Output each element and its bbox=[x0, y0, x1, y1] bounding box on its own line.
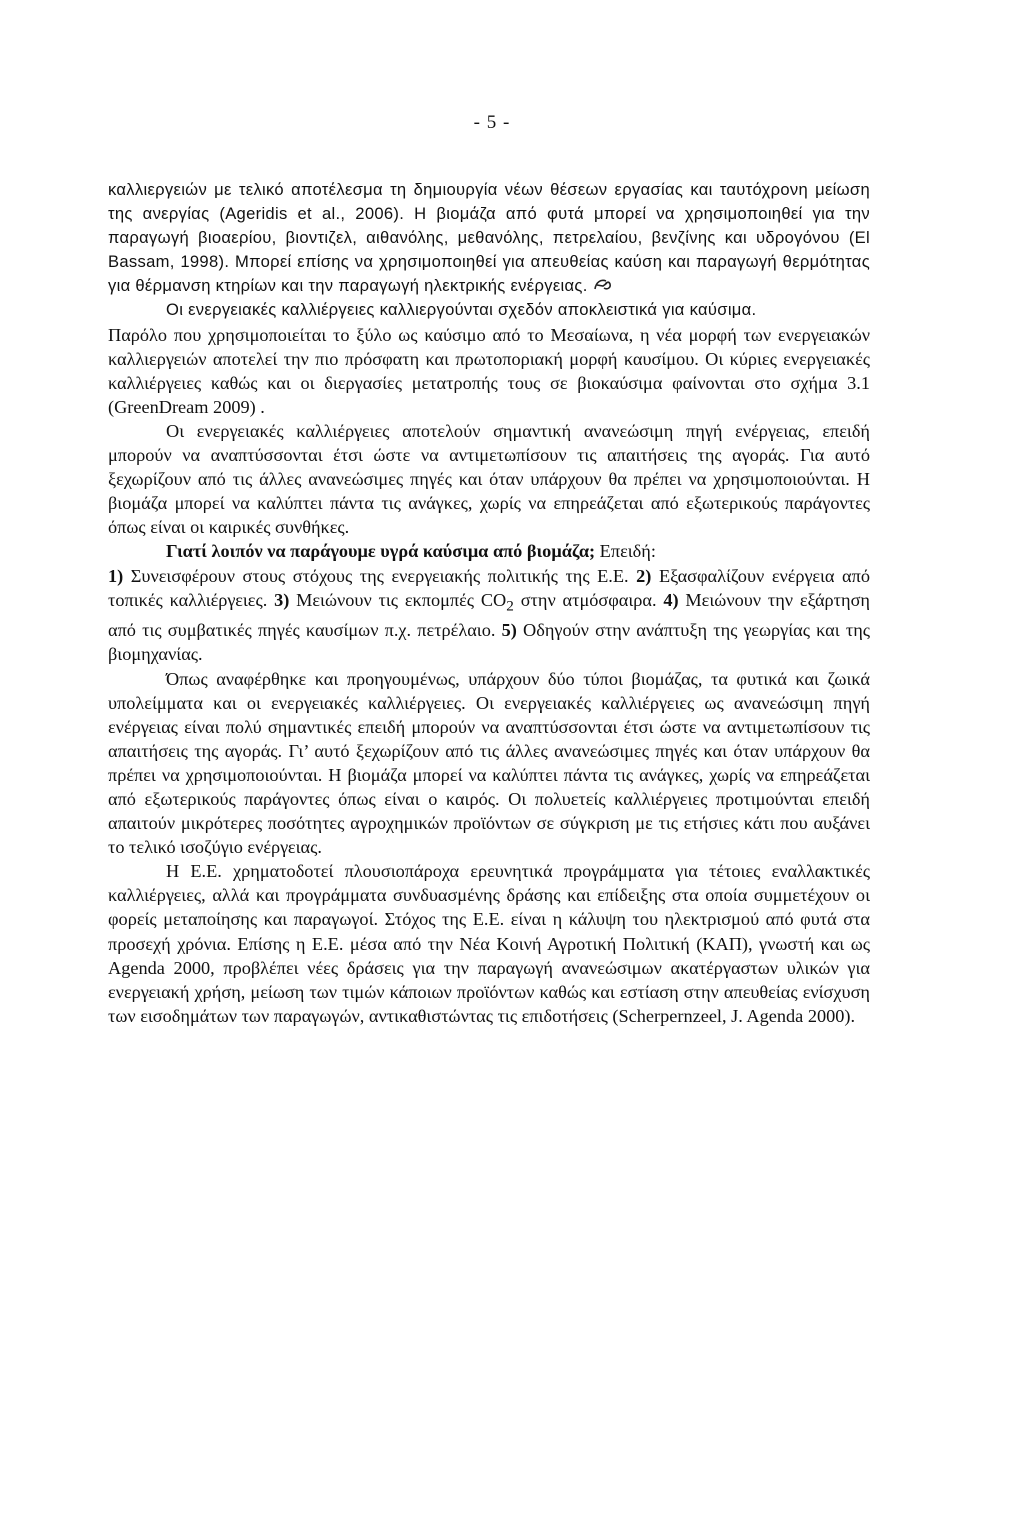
paragraph-crops-for-fuel: Οι ενεργειακές καλλιέργειες καλλιεργούνται σχεδόν αποκλειστικά για καύσιμα. bbox=[166, 300, 757, 320]
reason-number-4: 4) bbox=[663, 589, 679, 610]
why-question-heading: Γιατί λοιπόν να παράγουμε υγρά καύσιμα από βιομάζα; bbox=[166, 541, 596, 562]
paragraph-reasons-list bbox=[108, 564, 870, 667]
page-number: - 5 - bbox=[473, 112, 511, 133]
reason-number-5: 5) bbox=[501, 620, 517, 641]
paragraph-eu-funding: Η Ε.Ε. χρηματοδοτεί πλουσιοπάροχα ερευνητικά προγράμματα για τέτοιες εναλλακτικές καλλιέργειες, αλλά και προγράμματα συνδυασμένης δράσης και επίδειξης στα οποία συμμετέχουν οι φορείς μεταποίησης και παραγωγοί. Στόχος της Ε.Ε. είναι η κάλυψη του ηλεκτρισμού από φυτά στα προσεχή χρόνια. Επίσης η Ε.Ε. μέσα από την Νέα Κοινή Αγροτική Πολιτική (ΚΑΠ), γνωστή και ως Agenda 2000, προβλέπει νέες δράσεις για την παραγωγή ανανεώσιμων ακατέργαστων υλικών για ενεργειακή χρήση, μείωση των τιμών κάποιων προϊόντων καθώς και εστίαση στην απευθείας ενίσχυση των εισοδημάτων των παραγωγών, αντικαθιστώντας τις επιδοτήσεις (Scherpernzeel, J. Agenda 2000). bbox=[108, 861, 870, 1026]
document-body bbox=[108, 178, 870, 1028]
reason-text-4: Μειώνουν την εξάρτηση από τις συμβατικές πηγές καυσίμων π.χ. πετρέλαιο. bbox=[108, 589, 870, 641]
paragraph-energy-crops-intro-text: καλλιεργειών με τελικό αποτέλεσμα τη δημιουργία νέων θέσεων εργασίας και ταυτόχρονη μείωση της ανεργίας (Ageridis et al., 2006). Η βιομάζα από φυτά μπορεί να χρησιμοποιηθεί για την παραγωγή βιοαερίου, βιοντιζελ, αιθανόλης, μεθανόλης, πετρελαίου, βενζίνης και υδρογόνου (El Bassam, 1998). Μπορεί επίσης να χρησιμοποιηθεί για απευθείας καύση και παραγωγή θερμότητας για θέρμανση κτηρίων και την παραγωγή ηλεκτρικής ενέργειας. bbox=[108, 180, 870, 296]
paragraph-why-question bbox=[108, 539, 870, 563]
handwritten-mark-icon bbox=[593, 277, 613, 293]
paragraph-wood-fuel: Παρόλο που χρησιμοποιείται το ξύλο ως καύσιμο από το Μεσαίωνα, η νέα μορφή των ενεργειακών καλλιεργειών αποτελεί την πιο πρόσφατη και πρωτοποριακή μορφή καυσίμου. Οι κύριες ενεργειακές καλλιέργειες καθώς και οι διεργασίες μετατροπής τους σε βιοκαύσιμα φαίνονται στο σχήμα 3.1 (GreenDream 2009) . bbox=[108, 324, 870, 417]
reason-number-3: 3) bbox=[274, 589, 290, 610]
paragraph-biomass-types: Όπως αναφέρθηκε και προηγουμένως, υπάρχουν δύο τύποι βιομάζας, τα φυτικά και ζωικά υπολείμματα και οι ενεργειακές καλλιέργειες. Οι ενεργειακές καλλιέργειες ως ανανεώσιμη πηγή ενέργειας είναι πολύ σημαντικές επειδή μπορούν να αναπτύσσονται έτσι ώστε να αντιμετωπίσουν τις απαιτήσεις της αγοράς. Γι’ αυτό ξεχωρίζουν από τις άλλες ανανεώσιμες πηγές και όταν υπάρχουν θα πρέπει να χρησιμοποιούνται. Η βιομάζα μπορεί να καλύπτει πάντα τις ανάγκες, χωρίς να επηρεάζεται από εξωτερικούς παράγοντες όπως είναι ο καιρός. Οι πολυετείς καλλιέργειες προτιμούνται επειδή απαιτούν μικρότερες ποσότητες αγροχημικών προϊόντων σε σύγκριση με τις ετήσιες κάτι που αυξάνει το τελικό ισοζύγιο ενέργειας. bbox=[108, 668, 870, 858]
reason-text-3-subscript: 2 bbox=[506, 597, 514, 615]
reason-text-3a: Μειώνουν τις εκπομπές CO bbox=[289, 589, 507, 610]
reason-text-2: Εξασφαλίζουν ενέργεια από τοπικές καλλιέργειες. bbox=[108, 565, 870, 610]
reason-number-2: 2) bbox=[636, 565, 652, 586]
reason-number-1: 1) bbox=[108, 565, 124, 586]
paragraph-renewable-source: Οι ενεργειακές καλλιέργειες αποτελούν σημαντική ανανεώσιμη πηγή ενέργειας, επειδή μπορούν να αναπτύσσονται έτσι ώστε να αντιμετωπίσουν τις απαιτήσεις της αγοράς. Για αυτό ξεχωρίζουν από τις άλλες ανανεώσιμες πηγές και όταν υπάρχουν θα πρέπει να χρησιμοποιούνται. Η βιομάζα μπορεί να καλύπτει πάντα τις ανάγκες, χωρίς να επηρεάζεται από εξωτερικούς παράγοντες όπως είναι οι καιρικές συνθήκες. bbox=[108, 420, 870, 538]
reason-text-3c: στην ατμόσφαιρα. bbox=[513, 589, 664, 610]
paragraph-energy-crops-intro bbox=[108, 178, 870, 298]
reason-text-5: Οδηγούν στην ανάπτυξη της γεωργίας και της βιομηχανίας. bbox=[108, 620, 870, 665]
why-question-tail: Επειδή: bbox=[595, 541, 656, 562]
reason-text-1: Συνεισφέρουν στους στόχους της ενεργειακής πολιτικής της Ε.Ε. bbox=[123, 565, 637, 586]
